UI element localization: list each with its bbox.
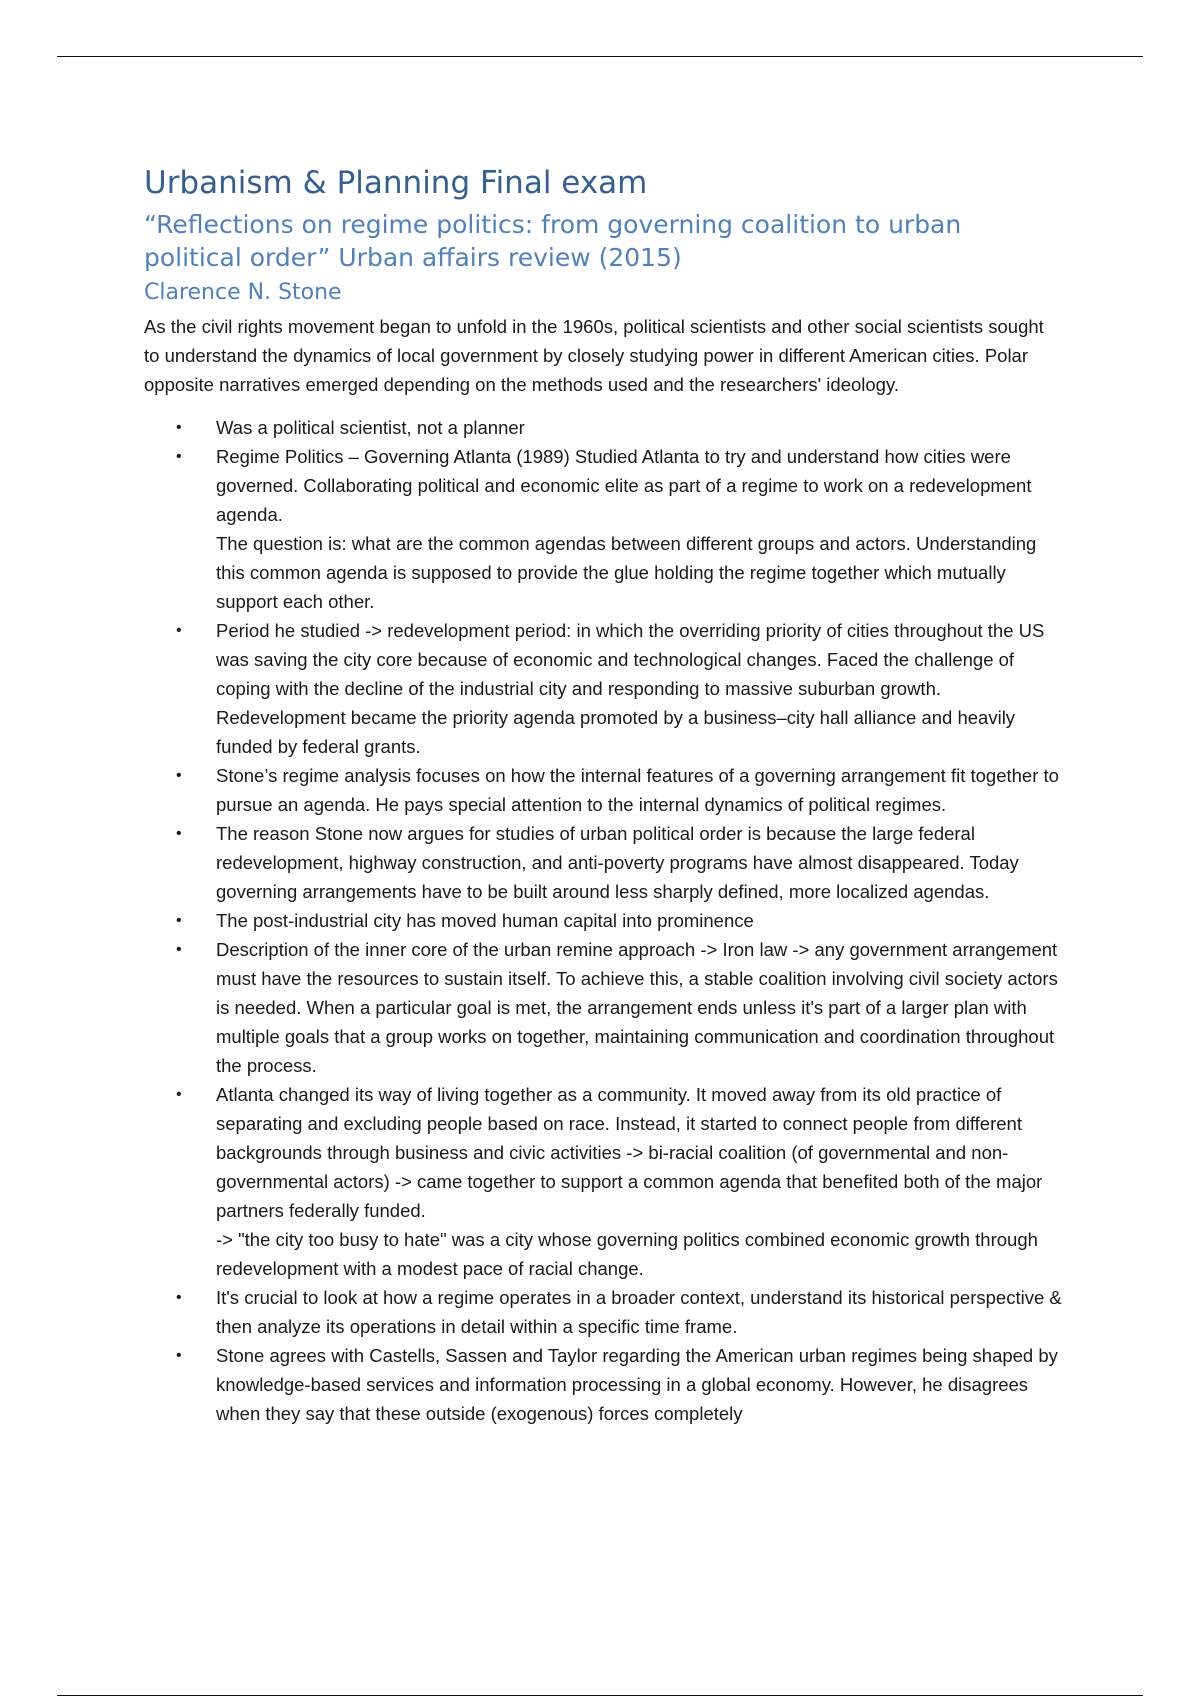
list-item-text: Regime Politics – Governing Atlanta (1989) Studied Atlanta to try and understand how cities were governed. Collaborating political and economic elite as part of a regime to work on a redevelopment agenda. [216,446,1032,525]
list-item [144,616,1064,761]
document-body [144,162,1064,1428]
list-item-continuation: -> "the city too busy to hate" was a city whose governing politics combined economic growth through redevelopment with a modest pace of racial change. [216,1229,1038,1279]
list-item-text: Stone’s regime analysis focuses on how the internal features of a governing arrangement fit together to pursue an agenda. He pays special attention to the internal dynamics of political regimes. [216,765,1059,815]
bullet-icon: • [176,419,182,436]
bullet-icon: • [176,622,182,639]
bullet-icon: • [176,1347,182,1364]
intro-paragraph: As the civil rights movement began to unfold in the 1960s, political scientists and other social scientists sought to understand the dynamics of local government by closely studying power in different American cities. Polar opposite narratives emerged depending on the methods used and the researchers' ideology. [144,316,1044,395]
bullet-icon: • [176,941,182,958]
list-item-text: Atlanta changed its way of living together as a community. It moved away from its old practice of separating and excluding people based on race. Instead, it started to connect people from different backgrounds through business and civic activities -> bi-racial coalition (of governmental and non-governmental actors) -> came together to support a common agenda that benefited both of the major partners federally funded. [216,1084,1043,1221]
list-item [144,1080,1064,1283]
list-item-text: Period he studied -> redevelopment period: in which the overriding priority of cities throughout the US was saving the city core because of economic and technological changes. Faced the challenge of coping with the decline of the industrial city and responding to massive suburban growth. Redevelopment became the priority agenda promoted by a business–city hall alliance and heavily funded by federal grants. [216,620,1045,757]
list-item [144,935,1064,1080]
list-item [144,413,1064,442]
list-item-text: Stone agrees with Castells, Sassen and Taylor regarding the American urban regimes being shaped by knowledge-based services and information processing in a global economy. However, he disagrees when they say that these outside (exogenous) forces completely [216,1345,1058,1424]
list-item [144,761,1064,819]
document-title: Urbanism & Planning Final exam [144,165,648,201]
list-item-text: The reason Stone now argues for studies of urban political order is because the large federal redevelopment, highway construction, and anti-poverty programs have almost disappeared. Today governing arrangements have to be built around less sharply defined, more localized agendas. [216,823,1019,902]
list-item-text: Description of the inner core of the urban remine approach -> Iron law -> any government arrangement must have the resources to sustain itself. To achieve this, a stable coalition involving civil society actors is needed. When a particular goal is met, the arrangement ends unless it's part of a larger plan with multiple goals that a group works on together, maintaining communication and coordination throughout the process. [216,939,1058,1076]
bullet-icon: • [176,825,182,842]
list-item [144,1283,1064,1341]
list-item [144,906,1064,935]
list-item-continuation: The question is: what are the common agendas between different groups and actors. Understanding this common agenda is supposed to provide the glue holding the regime together which mutually support each other. [216,533,1037,612]
bullet-icon: • [176,912,182,929]
list-item-text: It's crucial to look at how a regime operates in a broader context, understand its historical perspective & then analyze its operations in detail within a specific time frame. [216,1287,1062,1337]
footer-rule [57,1695,1143,1696]
bullet-icon: • [176,767,182,784]
bullet-list [144,413,1064,1428]
list-item [144,1341,1064,1428]
list-item [144,819,1064,906]
document-subtitle: “Reflections on regime politics: from governing coalition to urban political order” Urban affairs review (2015) [144,210,962,272]
bullet-icon: • [176,1289,182,1306]
document-author: Clarence N. Stone [144,280,342,305]
bullet-icon: • [176,1086,182,1103]
bullet-icon: • [176,448,182,465]
list-item [144,442,1064,616]
list-item-text: Was a political scientist, not a planner [216,417,525,438]
list-item-text: The post-industrial city has moved human capital into prominence [216,910,754,931]
header-rule [57,56,1143,57]
